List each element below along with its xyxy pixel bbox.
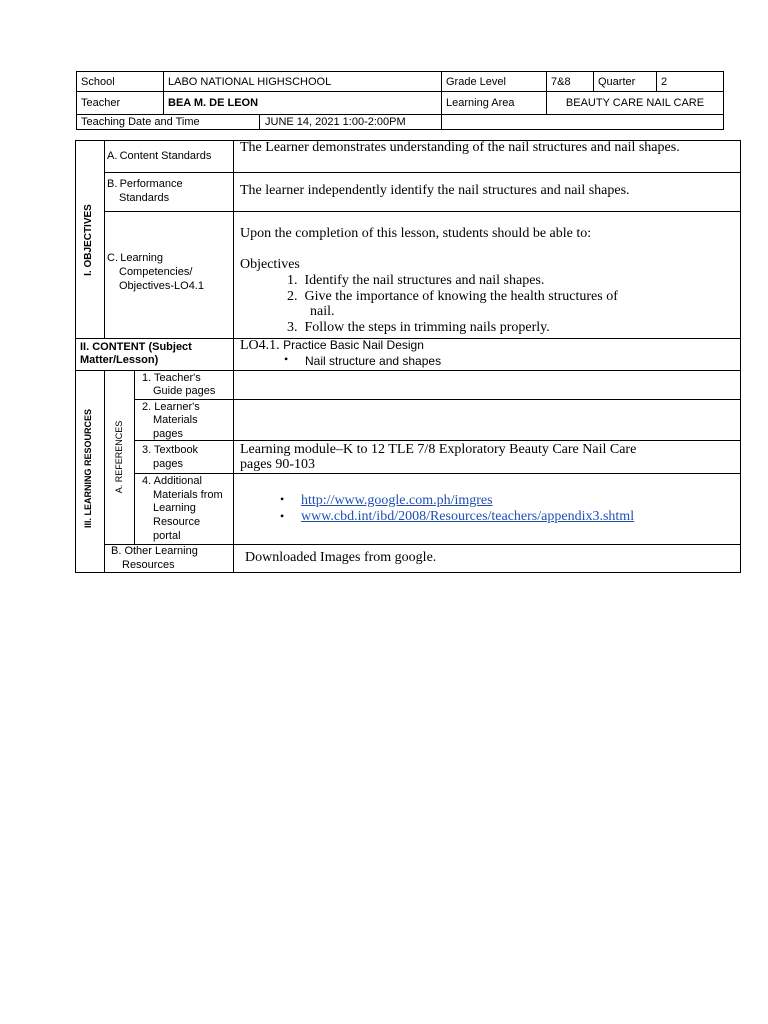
ref-2-label-3: pages xyxy=(153,428,183,440)
ref-4-label-1: 4. Additional xyxy=(142,475,202,487)
ref-1-label-2: Guide pages xyxy=(153,385,216,397)
date-empty-cell xyxy=(442,115,724,130)
school-value: LABO NATIONAL HIGHSCHOOL xyxy=(164,72,442,92)
date-value: JUNE 14, 2021 1:00-2:00PM xyxy=(265,116,406,128)
objective-item-2: 2. Give the importance of knowing the health structures of xyxy=(287,289,618,304)
teacher-label: Teacher xyxy=(77,92,164,115)
ref-1-label-1: 1. Teacher's xyxy=(142,372,201,384)
content-bullet-icon: • xyxy=(284,352,289,366)
content-lo-title: Practice Basic Nail Design xyxy=(283,338,424,352)
grade-value: 7&8 xyxy=(547,72,594,92)
ref-4-label-4: Resource xyxy=(153,516,201,528)
quarter-value: 2 xyxy=(657,72,724,92)
objective-item-2-cont: nail. xyxy=(310,304,335,319)
ref-4-label-2: Materials from xyxy=(153,489,223,501)
area-value: BEAUTY CARE NAIL CARE xyxy=(547,92,724,115)
content-standards-text: The Learner demonstrates understanding of the nail structures and nail shapes. xyxy=(240,140,680,155)
ref-2-label-2: Materials xyxy=(153,414,198,426)
learning-competencies-label-3: Objectives-LO4.1 xyxy=(119,280,204,292)
date-row xyxy=(77,115,442,130)
other-resources-label-1: B. Other Learning xyxy=(111,545,198,557)
ref-4-label-5: portal xyxy=(153,530,181,542)
ref-3-label-2: pages xyxy=(153,458,183,470)
link-2-bullet-icon: • xyxy=(280,509,285,523)
date-label: Teaching Date and Time xyxy=(77,115,260,129)
ref-3-label-1: 3. Textbook xyxy=(142,444,199,456)
content-lo xyxy=(240,337,424,354)
resources-section-label: III. LEARNING RESOURCES xyxy=(83,408,93,528)
grade-label: Grade Level xyxy=(442,72,547,92)
learning-competencies-label-1: C. Learning xyxy=(107,252,164,264)
learning-competencies-label-2: Competencies/ xyxy=(119,266,193,278)
link-google-imgres[interactable]: http://www.google.com.ph/imgres xyxy=(301,493,493,508)
other-resources-label-2: Resources xyxy=(122,559,175,571)
competencies-intro: Upon the completion of this lesson, students should be able to: xyxy=(240,226,592,241)
content-standards-label: A. Content Standards xyxy=(107,150,212,162)
ref-4-label-3: Learning xyxy=(153,502,196,514)
school-label: School xyxy=(77,72,164,92)
objectives-section-label: I. OBJECTIVES xyxy=(83,204,94,276)
teacher-value: BEA M. DE LEON xyxy=(164,92,442,115)
performance-standards-label-2: Standards xyxy=(119,192,170,204)
content-label-2: Matter/Lesson) xyxy=(80,354,159,366)
objectives-heading: Objectives xyxy=(240,257,300,272)
content-lo-code: LO4.1. xyxy=(240,338,280,353)
objective-item-3: 3. Follow the steps in trimming nails properly. xyxy=(287,320,550,335)
performance-standards-text: The learner independently identify the nail structures and nail shapes. xyxy=(240,183,630,198)
other-resources-text: Downloaded Images from google. xyxy=(245,550,437,565)
area-label: Learning Area xyxy=(442,92,547,115)
textbook-text-2: pages 90-103 xyxy=(240,457,316,472)
ref-2-label-1: 2. Learner's xyxy=(142,401,200,413)
link-1-bullet-icon: • xyxy=(280,492,285,506)
textbook-text-1: Learning module–K to 12 TLE 7/8 Exploratory Beauty Care Nail Care xyxy=(240,442,637,457)
references-label: A. REFERENCES xyxy=(114,420,124,494)
header-table xyxy=(76,71,724,130)
content-bullet-text: Nail structure and shapes xyxy=(305,354,442,368)
quarter-label: Quarter xyxy=(594,72,657,92)
content-label-1: II. CONTENT (Subject xyxy=(80,341,192,353)
performance-standards-label-1: B. Performance xyxy=(107,178,183,190)
objective-item-1: 1. Identify the nail structures and nail shapes. xyxy=(287,273,545,288)
link-cbd-appendix[interactable]: www.cbd.int/ibd/2008/Resources/teachers/appendix3.shtml xyxy=(301,509,635,524)
